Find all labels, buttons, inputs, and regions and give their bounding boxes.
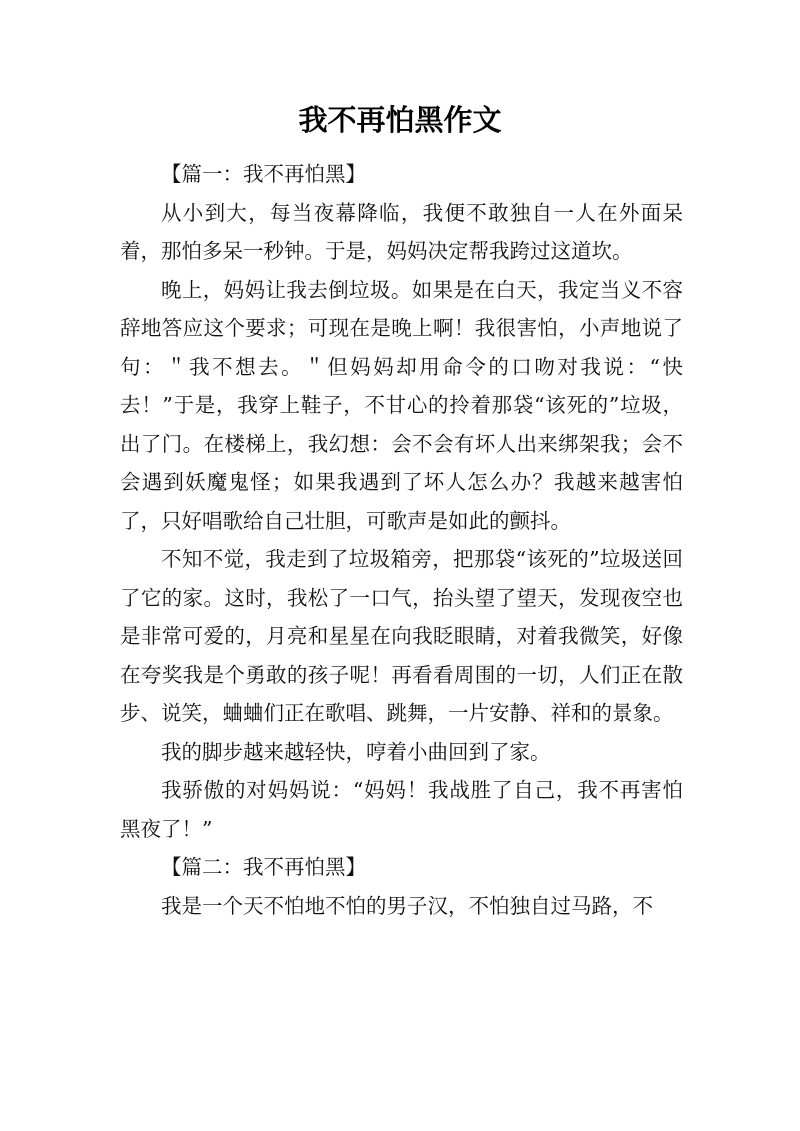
section-heading: 【篇一：我不再怕黑】 [161, 162, 366, 186]
paragraph: 晚上，妈妈让我去倒垃圾。如果是在白天，我定当义不容辞地答应这个要求；可现在是晚上啊！我很害怕，小声地说了句：＂我不想去。＂但妈妈却用命令的口吻对我说：“快去！”于是，我穿上鞋子，不甘心的拎着那袋“该死的”垃圾，出了门。在楼梯上，我幻想：会不会有坏人出来绑架我；会不会遇到妖魔鬼怪；如果我遇到了坏人怎么办？我越来越害怕了，只好唱歌给自己壮胆，可歌声是如此的颤抖。 [120, 277, 683, 533]
paragraph: 从小到大，每当夜幕降临，我便不敢独自一人在外面呆着，那怕多呆一秒钟。于是，妈妈决定帮我跨过这道坎。 [120, 200, 683, 263]
document-body [120, 155, 683, 925]
paragraph: 我是一个天不怕地不怕的男子汉，不怕独自过马路，不 [161, 893, 653, 918]
paragraph: 我的脚步越来越轻快，哼着小曲回到了家。 [161, 739, 551, 764]
paragraph: 我骄傲的对妈妈说：“妈妈！我战胜了自己，我不再害怕黑夜了！” [120, 778, 683, 841]
section-heading: 【篇二：我不再怕黑】 [161, 855, 366, 879]
paragraph: 不知不觉，我走到了垃圾箱旁，把那袋“该死的”垃圾送回了它的家。这时，我松了一口气，抬头望了望天，发现夜空也是非常可爱的，月亮和星星在向我眨眼睛，对着我微笑，好像在夸奖我是个勇敢的孩子呢！再看看周围的一切，人们正在散步、说笑，蛐蛐们正在歌唱、跳舞，一片安静、祥和的景象。 [120, 547, 683, 725]
page-title: 我不再怕黑作文 [298, 103, 502, 137]
